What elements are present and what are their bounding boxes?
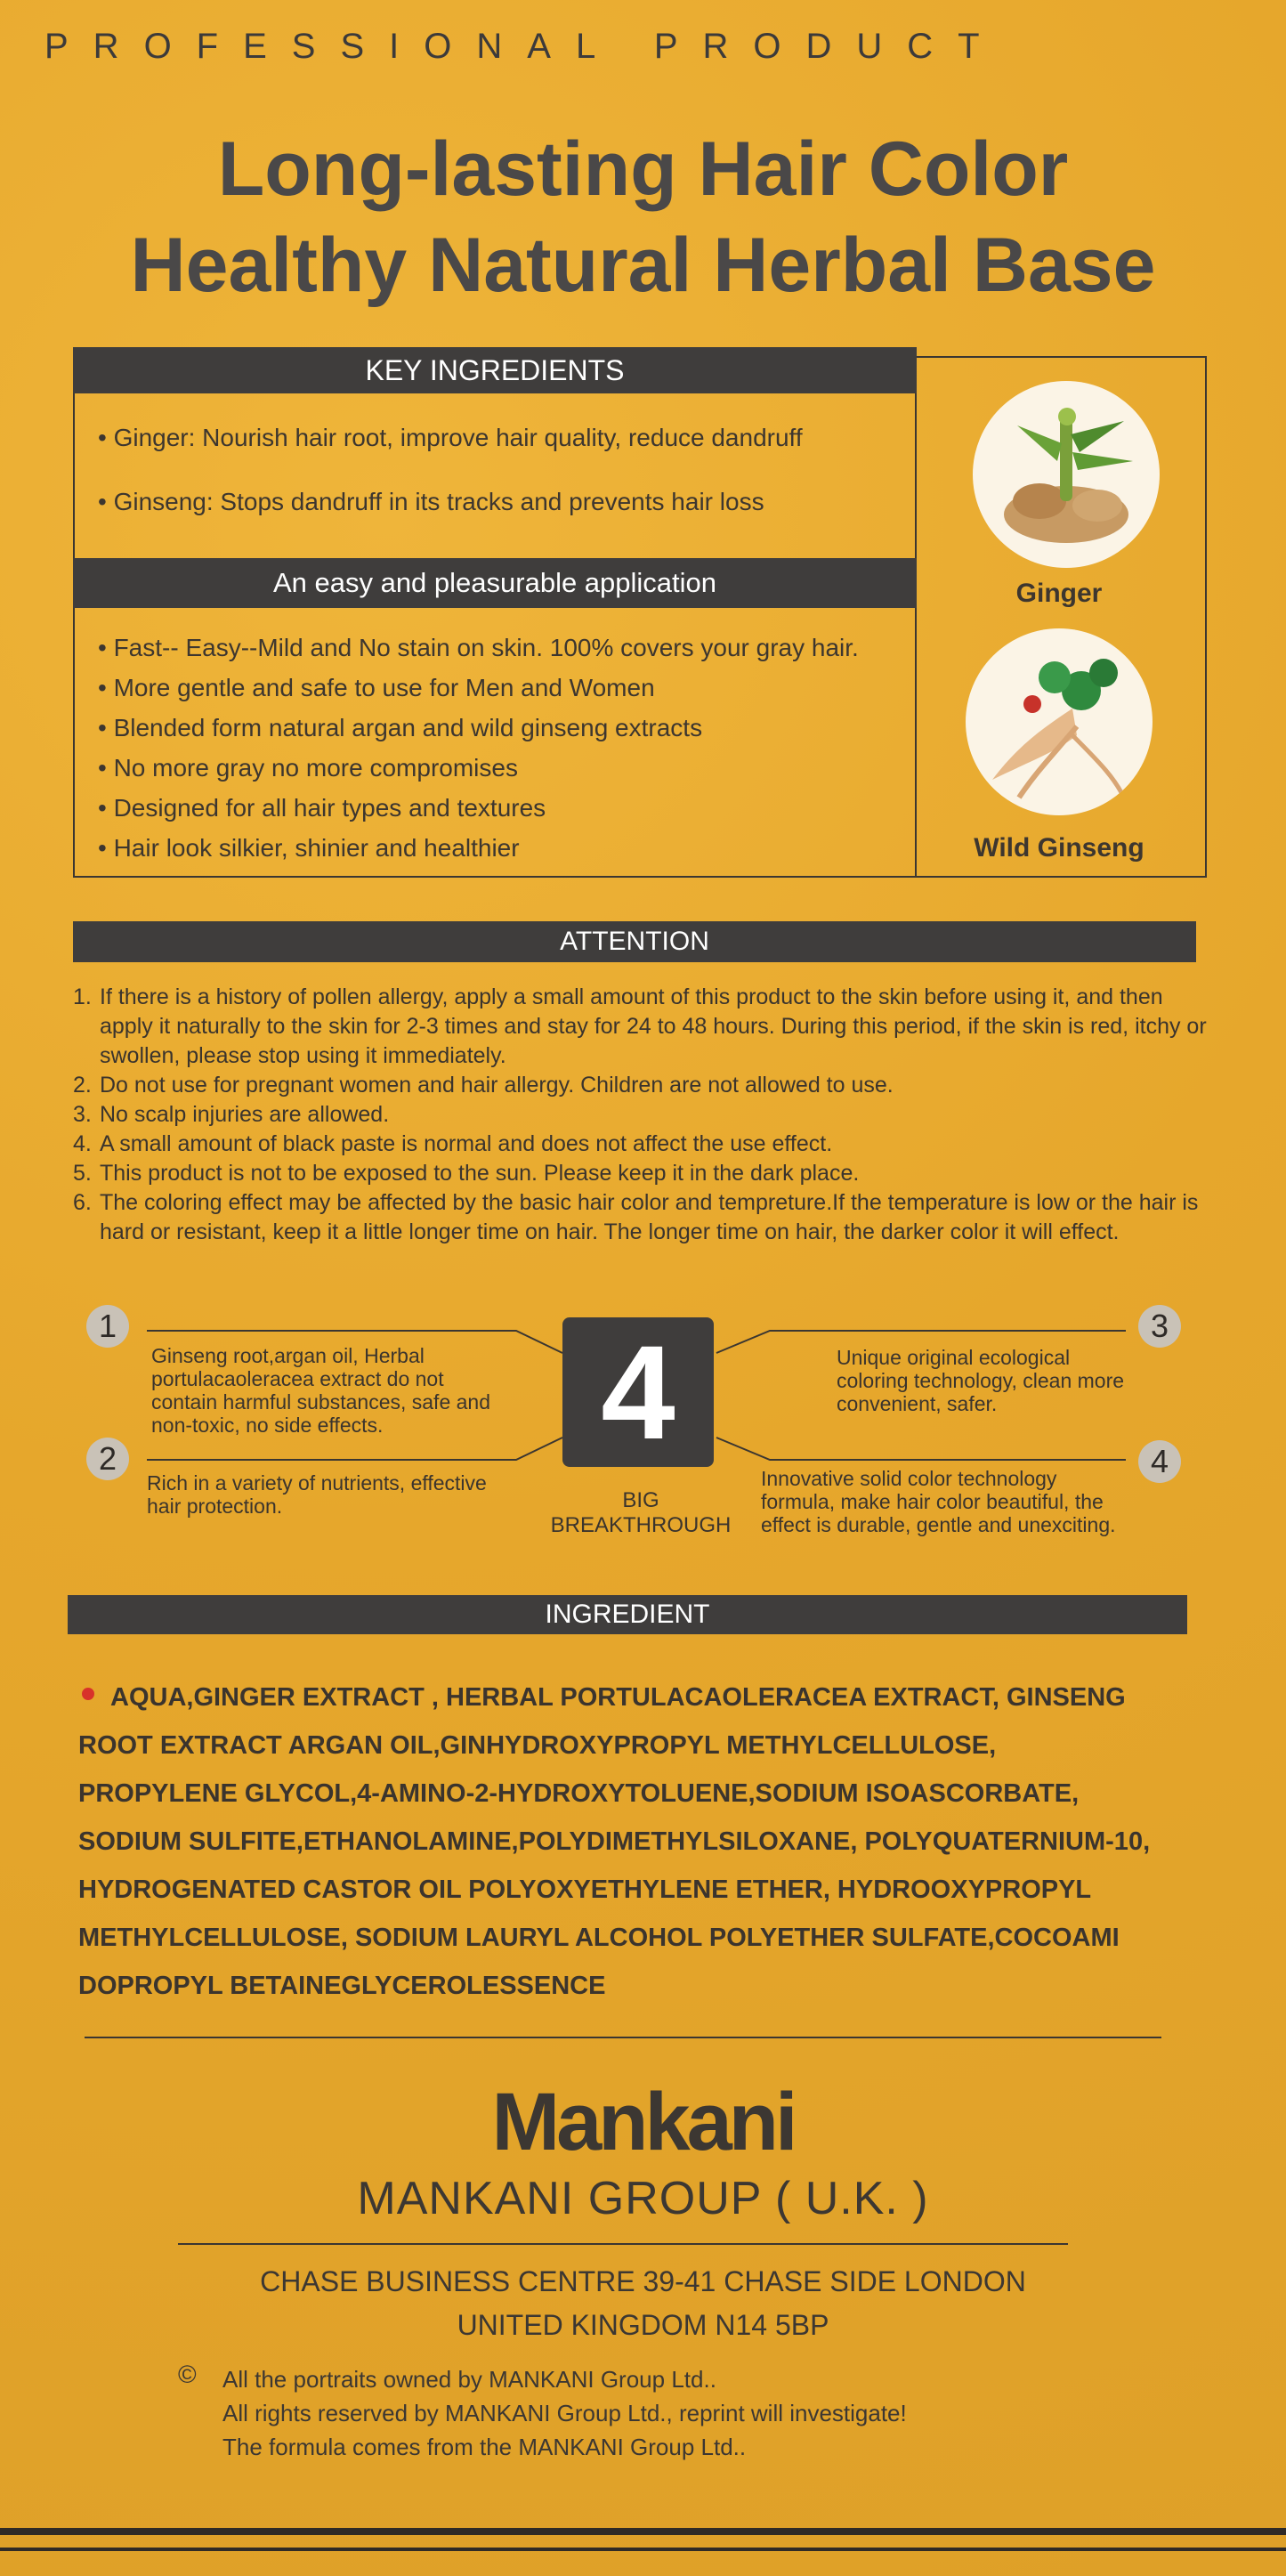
legal-notice-line: All rights reserved by MANKANI Group Ltd., reprint will investigate! [222,2400,907,2426]
copyright-icon: © [178,2361,197,2388]
ingredient-line: SODIUM SULFITE,ETHANOLAMINE,POLYDIMETHYLSILOXANE, POLYQUATERNIUM-10, [78,1827,1151,1856]
ingredient-line: PROPYLENE GLYCOL,4-AMINO-2-HYDROXYTOLUENE,SODIUM ISOASCORBATE, [78,1779,1080,1808]
ginseng-caption: Wild Ginseng [974,833,1144,863]
application-item: • Designed for all hair types and textures [98,794,546,822]
key-ingredients-list [98,424,908,552]
brand-logo: Mankani [491,2077,795,2167]
breakthrough-number-3: 3 [1138,1305,1181,1348]
attention-item: 6. The coloring effect may be affected by the basic hair color and tempreture.If the temperature is low or the hair is hard or resistant, keep it a little longer time on hair. The longer time on hair, the darker color it will effect. [73,1190,1199,1244]
key-ingredient-item: • Ginger: Nourish hair root, improve hair quality, reduce dandruff [98,424,803,451]
bottom-border-thick [0,2528,1286,2535]
ginseng-image [966,628,1153,815]
ingredient-line: AQUA,GINGER EXTRACT , HERBAL PORTULACAOLERACEA EXTRACT, GINSENG [110,1683,1126,1712]
breakthrough-point-1: Ginseng root,argan oil, Herbal portulacaoleracea extract do not contain harmful substances, safe and non-toxic, no side effects. [151,1344,491,1437]
breakthrough-point-3: Unique original ecological coloring technology, clean more convenient, safer. [837,1346,1125,1415]
application-item: • Fast-- Easy--Mild and No stain on skin. 100% covers your gray hair. [98,634,859,661]
ingredient-line: DOPROPYL BETAINEGLYCEROLESSENCE [78,1972,606,2000]
ingredient-line: ROOT EXTRACT ARGAN OIL,GINHYDROXYPROPYL METHYLCELLULOSE, [78,1731,997,1760]
company-name: MANKANI GROUP ( U.K. ) [357,2173,929,2224]
box-divider [915,356,917,876]
banner-professional-product: PROFESSIONAL PRODUCT [44,27,1005,66]
legal-notice-line: The formula comes from the MANKANI Group Ltd.. [222,2434,747,2460]
breakthrough-number-4: 4 [1138,1440,1181,1483]
address-line-1: CHASE BUSINESS CENTRE 39-41 CHASE SIDE LONDON [260,2265,1026,2297]
big-number-badge: 4 [562,1317,714,1467]
bottom-border-thin [0,2548,1286,2551]
attention-item: 1. If there is a history of pollen allergy, apply a small amount of this product to the skin before using it, and then apply it naturally to the skin for 2-3 times and stay for 24 to 48 hours. During this period, if the skin is red, itchy or swollen, please stop using it immediately. [73,984,1207,1068]
application-list [98,634,912,874]
breakthrough-point-4: Innovative solid color technology formula, make hair color beautiful, the effect is durable, gentle and unexciting. [761,1467,1116,1536]
ingredient-text [78,1673,1226,2010]
application-item: • More gentle and safe to use for Men and Women [98,674,655,701]
legal-notice-line: All the portraits owned by MANKANI Group Ltd.. [222,2366,716,2393]
ingredient-line: HYDROGENATED CASTOR OIL POLYOXYETHYLENE ETHER, HYDROOXYPROPYL [78,1875,1092,1904]
application-item: • No more gray no more compromises [98,754,518,782]
attention-item: 4. A small amount of black paste is normal and does not affect the use effect. [73,1131,833,1156]
attention-item: 2. Do not use for pregnant women and hair allergy. Children are not allowed to use. [73,1073,894,1098]
key-ingredients-header: KEY INGREDIENTS [73,347,917,393]
divider-line [85,2037,1161,2038]
breakthrough-number-2: 2 [86,1438,129,1480]
big-breakthrough-label [525,1488,756,1538]
headline-line-1: Long-lasting Hair Color [217,126,1069,212]
attention-header: ATTENTION [73,921,1196,962]
breakthrough-number-1: 1 [86,1305,129,1348]
legal-notice [222,2362,907,2464]
attention-item: 5. This product is not to be exposed to the sun. Please keep it in the dark place. [73,1161,860,1186]
headline-line-2: Healthy Natural Herbal Base [130,223,1156,308]
big-breakthrough-label-line2: BREAKTHROUGH [550,1513,732,1537]
application-header: An easy and pleasurable application [73,558,917,608]
attention-list [73,983,1208,1247]
ginger-image [973,381,1160,568]
ingredient-header: INGREDIENT [68,1595,1187,1634]
application-item: • Blended form natural argan and wild ginseng extracts [98,714,703,741]
attention-item: 3. No scalp injuries are allowed. [73,1102,390,1127]
company-underline [178,2243,1068,2245]
key-ingredient-item: • Ginseng: Stops dandruff in its tracks and prevents hair loss [98,488,764,515]
ginger-caption: Ginger [1015,579,1103,608]
breakthrough-point-2: Rich in a variety of nutrients, effective hair protection. [147,1471,487,1518]
big-breakthrough-label-line1: BIG [622,1488,659,1512]
address-line-2: UNITED KINGDOM N14 5BP [457,2309,829,2341]
ingredient-line: METHYLCELLULOSE, SODIUM LAURYL ALCOHOL POLYETHER SULFATE,COCOAMI [78,1924,1120,1952]
application-item: • Hair look silkier, shinier and healthier [98,834,520,862]
